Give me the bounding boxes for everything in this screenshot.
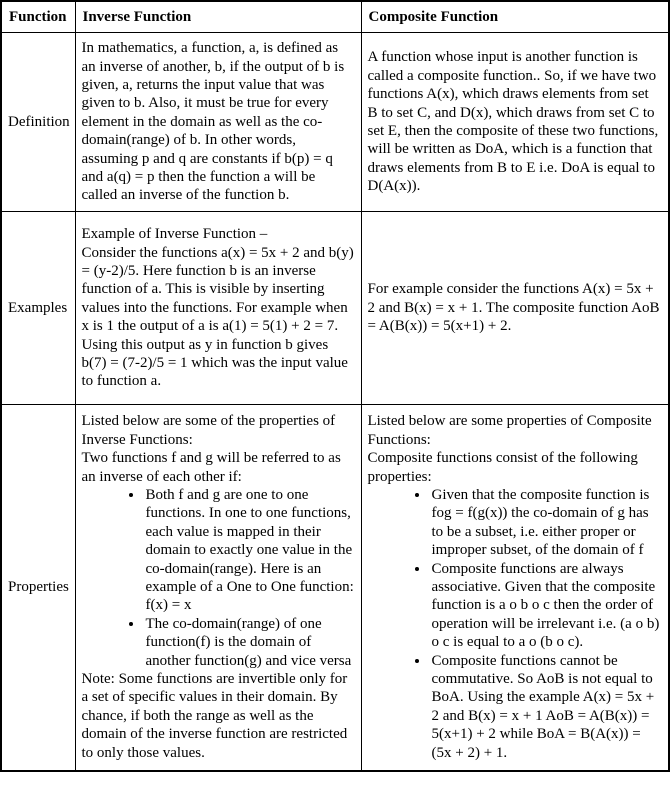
examples-composite-cell (361, 212, 669, 405)
examples-inverse-text: Consider the functions a(x) = 5x + 2 and b(y) = (y-2)/5. Here function b is an inverse function of a. This is visible by inserting values into the functions. For example when x is 1 the output of a is a(1) = 5(1) + 2 = 7. Using this output as y in function b gives b(7) = (7-2)/5 = 1 which was the input value to function a. (81, 244, 354, 390)
properties-composite-intro-1: Listed below are some properties of Composite Functions: (367, 413, 652, 448)
properties-composite-bullet-list (368, 486, 663, 762)
header-inverse-function: Inverse Function (75, 1, 361, 33)
list-item: • Both f and g are one to one functions. In one to one functions, each value is mapped in their domain to exactly one value in the co-domain(range). Here is an example of a One to One function: f(x) = x (144, 486, 355, 615)
header-composite-function: Composite Function (361, 1, 669, 33)
list-item: • Given that the composite function is fog = f(g(x)) the co-domain of g has to be a subset, i.e. either proper or improper subset, of the domain of f (430, 486, 663, 560)
properties-inverse-note: Note: Some functions are invertible only for a set of specific values in their domain. By chance, if both the range as well as the domain of the inverse function are restricted to only those values. (81, 671, 348, 761)
properties-inverse-intro-2: Two functions f and g will be referred to as an inverse of each other if: (81, 450, 341, 485)
list-item: • The co-domain(range) of one function(f) is the domain of another function(g) and vice versa (144, 615, 355, 670)
properties-inverse-cell (75, 405, 361, 771)
properties-row (1, 405, 669, 771)
header-function: Function (1, 1, 75, 33)
examples-composite-text: For example consider the functions A(x) = 5x + 2 and B(x) = x + 1. The composite function AoB = A(B(x)) = 5(x+1) + 2. (367, 281, 660, 335)
definition-row-label: Definition (1, 33, 75, 212)
examples-inverse-cell (75, 212, 361, 405)
properties-inverse-intro-1: Listed below are some of the properties of Inverse Functions: (81, 413, 336, 448)
definition-inverse-cell (75, 33, 361, 212)
definition-row (1, 33, 669, 212)
properties-inverse-bullet-list (82, 486, 355, 670)
list-item: • Composite functions cannot be commutative. So AoB is not equal to BoA. Using the example A(x) = 5x + 2 and B(x) = x + 1 AoB = A(B(x)) = 5(x+1) + 2 while BoA = B(A(x)) = (5x + 2) + 1. (430, 652, 663, 762)
examples-row (1, 212, 669, 405)
definition-inverse-text: In mathematics, a function, a, is defined as an inverse of another, b, if the output of b is given, a, returns the input value that was given to b. Also, it must be true for every element in the domain as well as the co-domain(range) of b. In other words, assuming p and q are constants if b(p) = q and a(q) = p then the function a will be called an inverse of the function b. (81, 40, 345, 204)
definition-composite-cell (361, 33, 669, 212)
properties-composite-cell (361, 405, 669, 771)
properties-composite-intro-2: Composite functions consist of the following properties: (367, 450, 638, 485)
examples-inverse-heading: Example of Inverse Function – (81, 226, 268, 243)
header-row (1, 1, 669, 33)
properties-row-label: Properties (1, 405, 75, 771)
definition-composite-text: A function whose input is another function is called a composite function.. So, if we have two functions A(x), which draws elements from set B to set C, and D(x), which draws from set C to set E, then the composite of these two functions, will be written as DoA, which is a function that draws elements from B to E i.e. DoA is equal to D(A(x)). (367, 49, 659, 195)
examples-row-label: Examples (1, 212, 75, 405)
list-item: • Composite functions are always associative. Given that the composite function is a o b o c then the order of operation will be irrelevant i.e. (a o b) o c is equal to a o (b o c). (430, 560, 663, 652)
